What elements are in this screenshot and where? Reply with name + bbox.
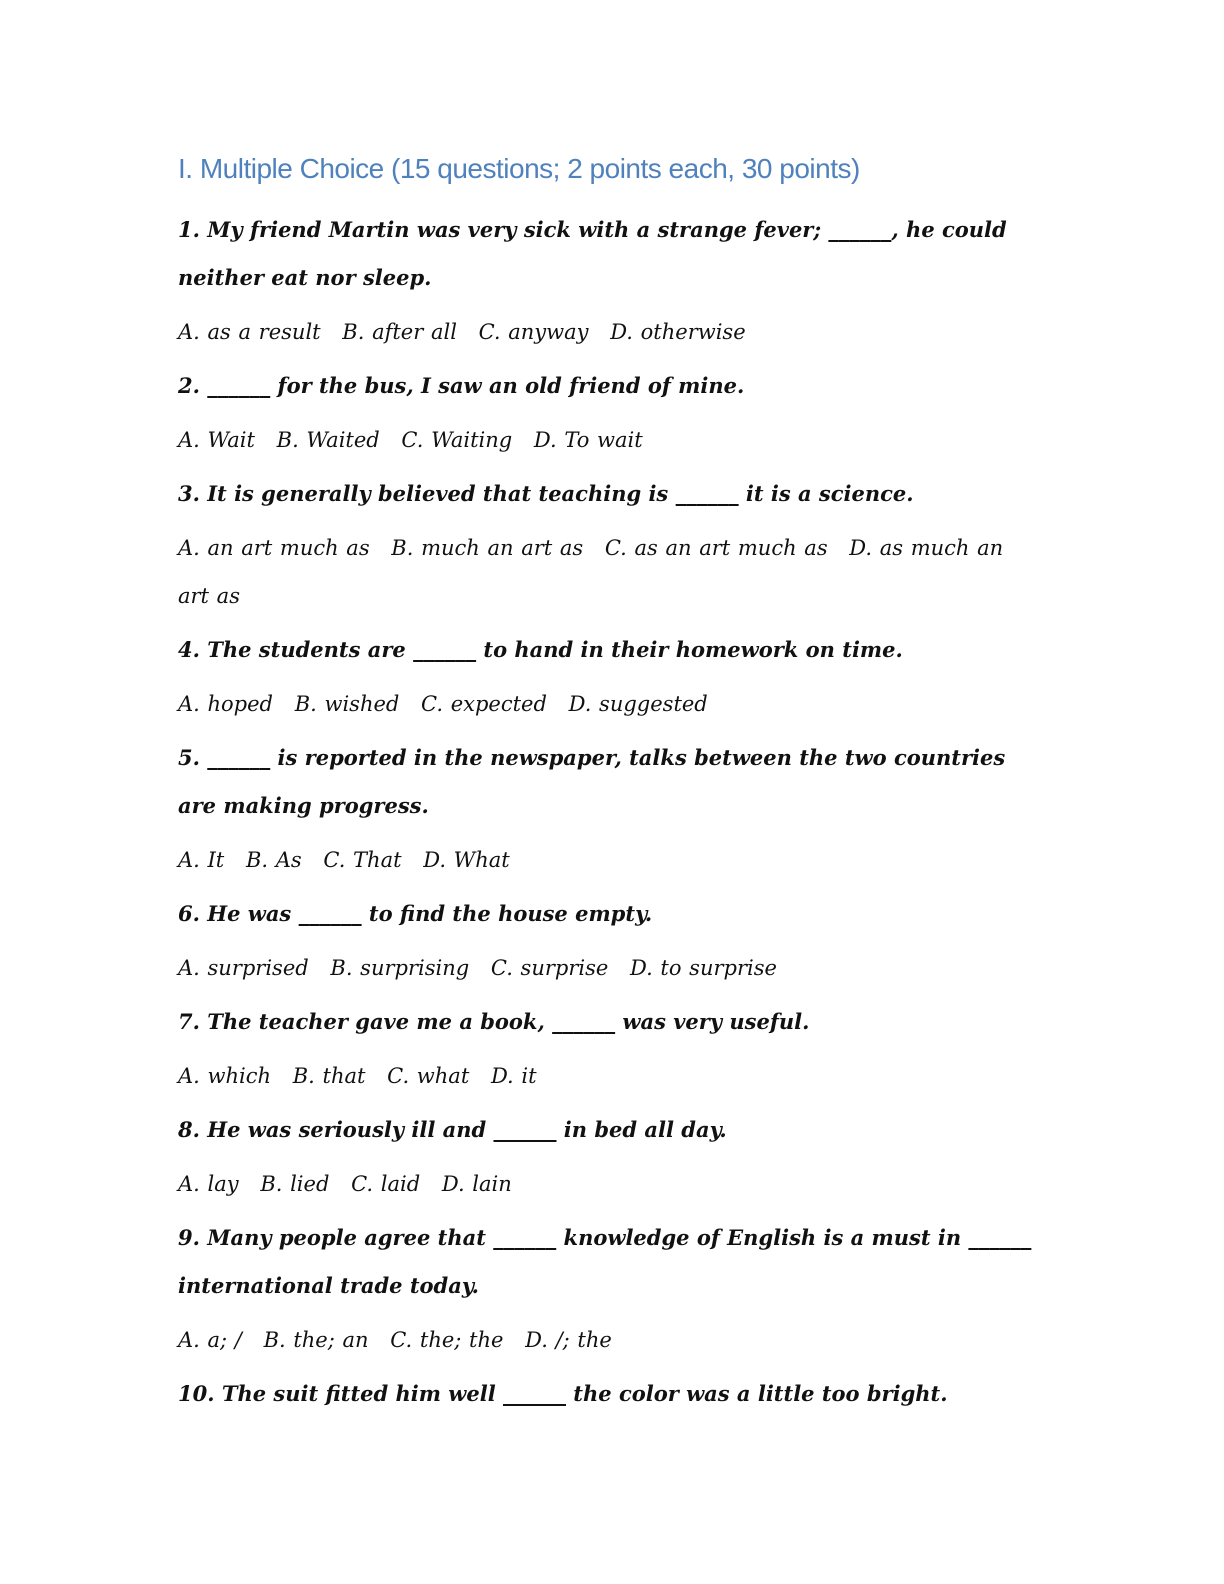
question-7 (178, 998, 1038, 1100)
option-a: A. Wait (178, 428, 255, 452)
option-c: C. as an art much as (604, 536, 828, 560)
option-c: C. That (323, 848, 402, 872)
question-stem: 8. He was seriously ill and ______ in bed all day. (178, 1117, 727, 1142)
option-c: C. anyway (478, 320, 589, 344)
question-stem: 1. My friend Martin was very sick with a strange fever; ______, he could neither eat nor sleep. (178, 217, 1007, 290)
answer-options (178, 524, 1038, 620)
answer-options (178, 416, 1038, 464)
question-6 (178, 890, 1038, 992)
answer-options (178, 1316, 1038, 1364)
answer-options (178, 308, 1038, 356)
answer-options (178, 680, 1038, 728)
question-2 (178, 362, 1038, 464)
option-a: A. surprised (178, 956, 309, 980)
option-d: D. as much an art as (178, 536, 1004, 608)
option-b: B. after all (342, 320, 457, 344)
question-10 (178, 1370, 1038, 1418)
option-b: B. lied (260, 1172, 330, 1196)
question-8 (178, 1106, 1038, 1208)
question-stem: 10. The suit fitted him well ______ the color was a little too bright. (178, 1381, 948, 1406)
option-b: B. much an art as (391, 536, 584, 560)
question-stem: 9. Many people agree that ______ knowledge of English is a must in ______ international trade today. (178, 1225, 1032, 1298)
option-c: C. Waiting (401, 428, 513, 452)
option-c: C. laid (351, 1172, 421, 1196)
option-a: A. which (178, 1064, 272, 1088)
question-3 (178, 470, 1038, 620)
option-c: C. what (387, 1064, 470, 1088)
option-d: D. otherwise (610, 320, 746, 344)
question-stem: 3. It is generally believed that teaching is ______ it is a science. (178, 481, 914, 506)
answer-options (178, 1160, 1038, 1208)
option-b: B. the; an (263, 1328, 369, 1352)
question-4 (178, 626, 1038, 728)
option-a: A. an art much as (178, 536, 370, 560)
question-stem: 4. The students are ______ to hand in their homework on time. (178, 637, 903, 662)
option-d: D. it (490, 1064, 537, 1088)
answer-options (178, 836, 1038, 884)
option-a: A. lay (178, 1172, 239, 1196)
option-b: B. surprising (330, 956, 470, 980)
option-a: A. as a result (178, 320, 321, 344)
question-stem: 5. ______ is reported in the newspaper, talks between the two countries are making progress. (178, 745, 1006, 818)
option-d: D. /; the (525, 1328, 612, 1352)
option-b: B. that (292, 1064, 366, 1088)
option-c: C. expected (421, 692, 547, 716)
option-d: D. suggested (568, 692, 708, 716)
option-a: A. hoped (178, 692, 273, 716)
question-1 (178, 206, 1038, 356)
question-stem: 2. ______ for the bus, I saw an old friend of mine. (178, 373, 745, 398)
section-heading: I. Multiple Choice (15 questions; 2 points each, 30 points) (178, 153, 860, 184)
option-d: D. To wait (533, 428, 643, 452)
option-b: B. Waited (276, 428, 380, 452)
question-stem: 7. The teacher gave me a book, ______ was very useful. (178, 1009, 810, 1034)
option-a: A. It (178, 848, 225, 872)
option-b: B. wished (294, 692, 400, 716)
option-d: D. lain (441, 1172, 512, 1196)
option-c: C. surprise (490, 956, 609, 980)
option-d: D. to surprise (629, 956, 777, 980)
option-b: B. As (245, 848, 302, 872)
option-d: D. What (423, 848, 510, 872)
option-c: C. the; the (390, 1328, 504, 1352)
question-5 (178, 734, 1038, 884)
answer-options (178, 944, 1038, 992)
document-page (178, 150, 1038, 1418)
question-9 (178, 1214, 1038, 1364)
answer-options (178, 1052, 1038, 1100)
question-stem: 6. He was ______ to find the house empty. (178, 901, 653, 926)
option-a: A. a; / (178, 1328, 242, 1352)
